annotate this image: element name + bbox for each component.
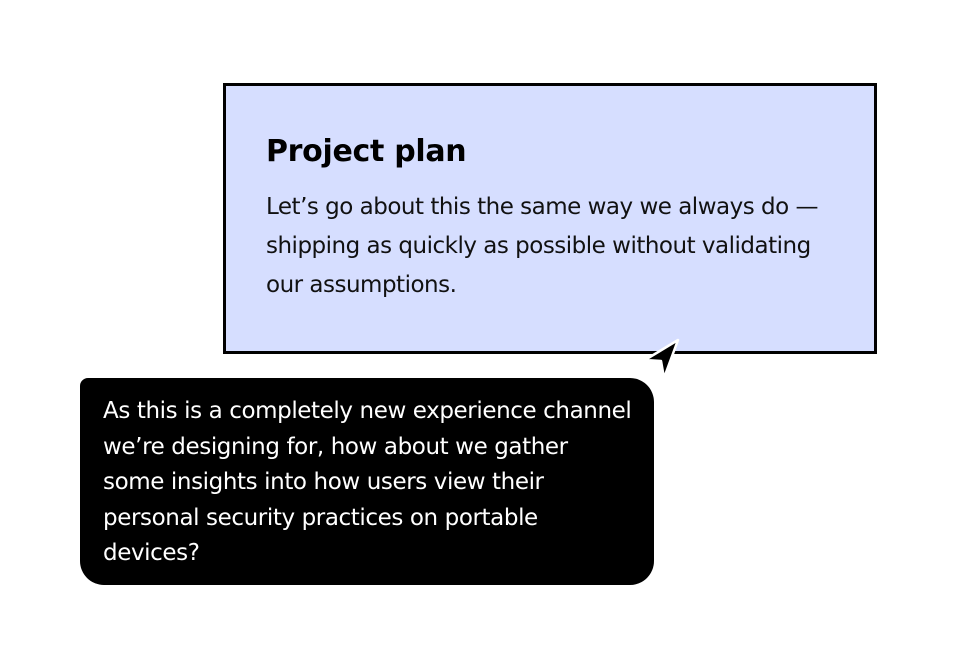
card-title: Project plan	[266, 134, 467, 169]
cursor-arrow-icon	[640, 336, 684, 380]
project-plan-card[interactable]	[223, 83, 877, 354]
comment-text: As this is a completely new experience channel we’re designing for, how about we gather some insights into how users view their personal security practices on portable devices?	[103, 398, 632, 566]
comment-bubble[interactable]	[80, 378, 654, 585]
card-body-text: Let’s go about this the same way we always do —shipping as quickly as possible without validating our assumptions.	[266, 194, 818, 298]
